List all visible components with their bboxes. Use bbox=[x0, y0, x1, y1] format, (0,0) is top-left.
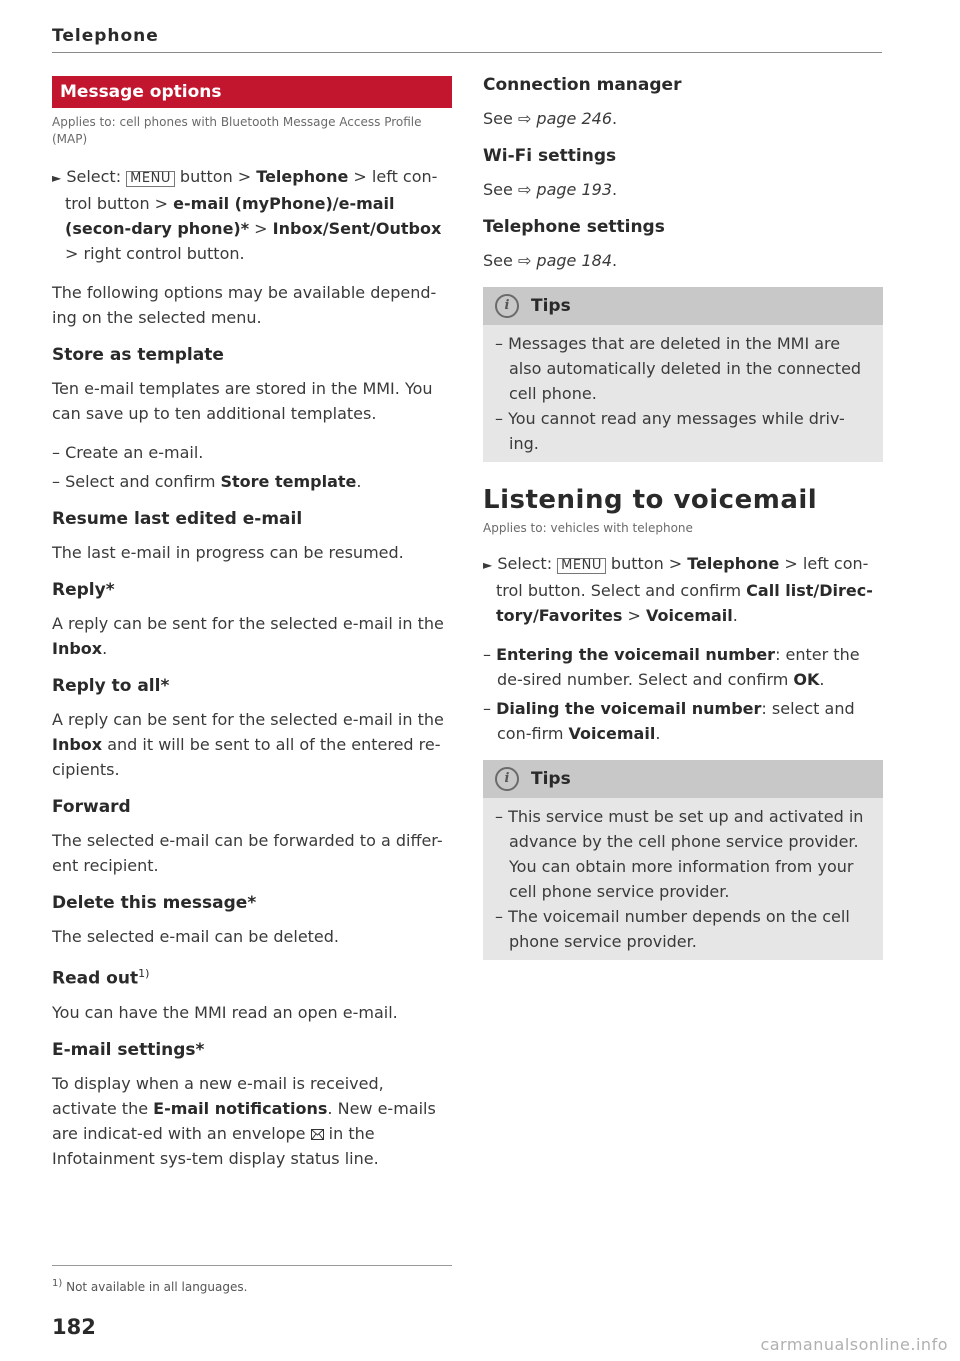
heading-resume: Resume last edited e-mail bbox=[52, 509, 303, 529]
list-item: – Select and confirm Store template. bbox=[52, 472, 362, 491]
list-item: – Entering the voicemail number: enter the de-sired number. Select and confirm OK. bbox=[483, 645, 860, 689]
heading-store-template: Store as template bbox=[52, 345, 224, 365]
footnote: $^{1)}$ Not available in all languages. bbox=[52, 1278, 248, 1294]
intro-text: The following options may be available depend-ing on the selected menu. bbox=[52, 283, 437, 327]
list-item: – The voicemail number depends on the cell phone service provider. bbox=[495, 907, 850, 951]
right-column bbox=[483, 74, 883, 982]
applies-note: Applies to: vehicles with telephone bbox=[483, 521, 693, 535]
tips-box bbox=[483, 287, 883, 462]
list-item: – This service must be set up and activated in advance by the cell phone service provider. You can obtain more information from your cell phone service provider. bbox=[495, 807, 864, 901]
footnote-rule bbox=[52, 1265, 452, 1266]
heading-email-settings: E-mail settings* bbox=[52, 1039, 205, 1060]
triangle-right-icon: ► bbox=[52, 171, 62, 185]
page-number: 182 bbox=[52, 1315, 96, 1339]
email-settings-text: To display when a new e-mail is received, activate the E-mail notifications. New e-mails are indicat-ed with an envelope in the Infotainment sys-tem display status line. bbox=[52, 1073, 436, 1168]
wifi-settings-ref: See ⇨ page 193. bbox=[483, 180, 618, 199]
menu-key: MENU bbox=[126, 171, 175, 187]
tips-header: i Tips bbox=[483, 760, 883, 798]
page-header-title: Telephone bbox=[52, 26, 159, 46]
telephone-settings-ref: See ⇨ page 184. bbox=[483, 251, 618, 270]
heading-read-out: Read out$^{1)}$ bbox=[52, 967, 150, 989]
page-link[interactable]: ⇨ page 193 bbox=[517, 180, 613, 199]
page-link[interactable]: ⇨ page 246 bbox=[517, 109, 613, 128]
menu-path-step: ► Select: MENU button > Telephone > left con-trol button > e-mail (myPhone)/e-mail (secon-dary phone)* > Inbox/Sent/Outbox > right control button. bbox=[52, 167, 442, 263]
envelope-icon bbox=[311, 1129, 324, 1140]
tips-header: i Tips bbox=[483, 287, 883, 325]
applies-note: Applies to: cell phones with Bluetooth Message Access Profile (MAP) bbox=[52, 115, 422, 146]
tips-body bbox=[483, 798, 883, 960]
resume-text: The last e-mail in progress can be resumed. bbox=[52, 543, 404, 562]
read-out-text: You can have the MMI read an open e-mail. bbox=[52, 1002, 398, 1022]
tips-body bbox=[483, 325, 883, 462]
heading-forward: Forward bbox=[52, 797, 131, 817]
info-icon: i bbox=[495, 294, 519, 318]
left-column bbox=[52, 76, 452, 1185]
delete-text: The selected e-mail can be deleted. bbox=[52, 927, 340, 946]
forward-text: The selected e-mail can be forwarded to a differ-ent recipient. bbox=[52, 831, 443, 875]
list-item: – Dialing the voicemail number: select and con-firm Voicemail. bbox=[483, 699, 855, 743]
list-item: – Create an e-mail. bbox=[52, 443, 204, 462]
heading-wifi-settings: Wi-Fi settings bbox=[483, 146, 617, 166]
menu-key: MENU bbox=[557, 558, 606, 574]
page-link[interactable]: ⇨ page 184 bbox=[517, 251, 613, 270]
voicemail-options bbox=[483, 642, 883, 746]
reply-all-text: A reply can be sent for the selected e-mail in the Inbox and it will be sent to all of the entered re-cipients. bbox=[52, 710, 444, 779]
store-template-steps bbox=[52, 440, 452, 494]
info-icon: i bbox=[495, 767, 519, 791]
menu-path-step: ► Select: MENU button > Telephone > left con-trol button. Select and confirm Call list/Direc-tory/Favorites > Voicemail. bbox=[483, 554, 873, 625]
section-heading-voicemail: Listening to voicemail bbox=[483, 485, 818, 515]
watermark: carmanualsonline.info bbox=[760, 1335, 948, 1354]
heading-reply-all: Reply to all* bbox=[52, 676, 170, 696]
store-template-text: Ten e-mail templates are stored in the MMI. You can save up to ten additional templates. bbox=[52, 379, 433, 423]
heading-telephone-settings: Telephone settings bbox=[483, 217, 665, 237]
heading-connection-manager: Connection manager bbox=[483, 75, 682, 95]
heading-reply: Reply* bbox=[52, 580, 115, 600]
footnote-marker: 1) bbox=[138, 967, 150, 980]
triangle-right-icon: ► bbox=[483, 558, 493, 572]
connection-manager-ref: See ⇨ page 246. bbox=[483, 109, 618, 128]
list-item: – You cannot read any messages while driv-ing. bbox=[495, 409, 845, 453]
section-banner: Message options bbox=[52, 76, 452, 108]
list-item: – Messages that are deleted in the MMI are also automatically deleted in the connected cell phone. bbox=[495, 334, 862, 403]
tips-box bbox=[483, 760, 883, 960]
header-rule bbox=[52, 52, 882, 53]
heading-delete: Delete this message* bbox=[52, 893, 257, 913]
reply-text: A reply can be sent for the selected e-mail in the Inbox. bbox=[52, 614, 444, 658]
